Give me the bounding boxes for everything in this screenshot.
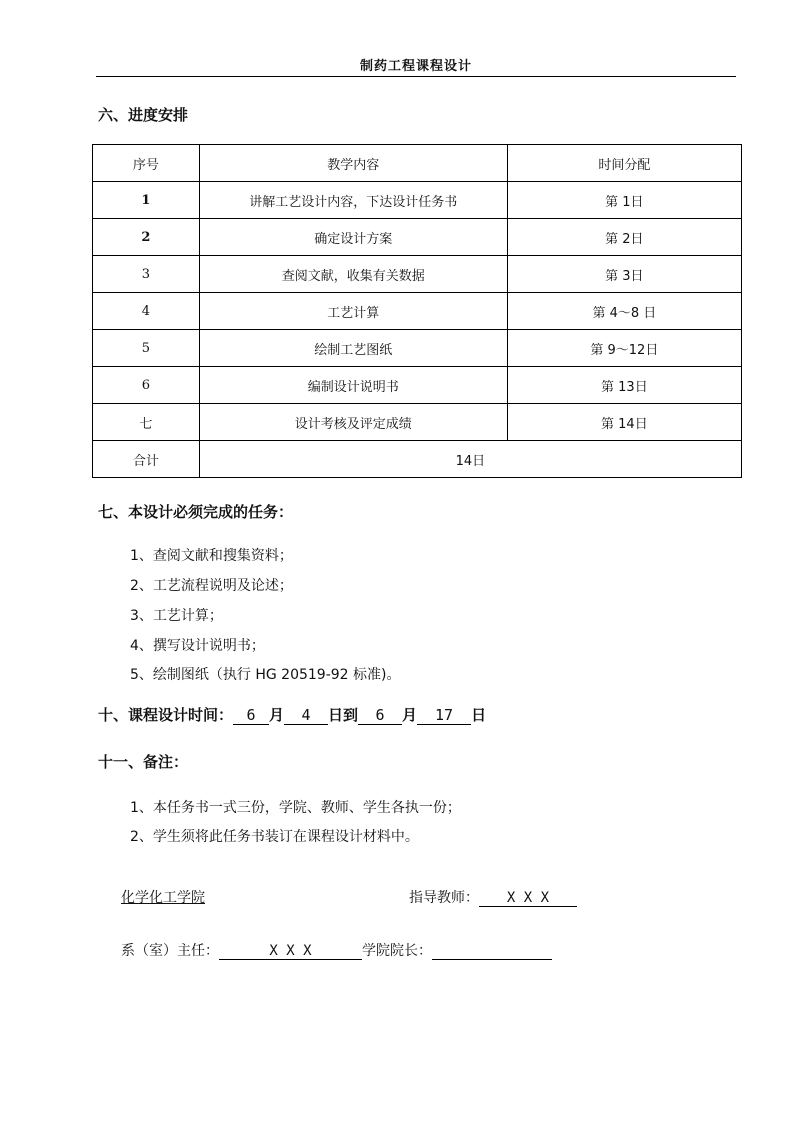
row-time: 第 14日: [507, 404, 741, 441]
table-row: [93, 330, 742, 367]
table-row: [93, 219, 742, 256]
day-unit: 日: [471, 706, 487, 724]
list-item: 3、工艺计算；: [130, 608, 223, 624]
advisor-line: [409, 887, 577, 907]
day-to: 日到: [328, 706, 359, 724]
row-index: 1: [93, 182, 200, 219]
dept-field: X X X: [219, 943, 362, 960]
list-item: 2、学生须将此任务书装订在课程设计材料中。: [130, 829, 419, 845]
advisor-label: 指导教师：: [409, 890, 479, 906]
month-unit: 月: [402, 706, 418, 724]
row-index: 6: [93, 367, 200, 404]
table-total-row: [93, 441, 742, 478]
schedule-heading: 六、进度安排: [98, 106, 189, 124]
list-item: 1、查阅文献和搜集资料；: [130, 548, 293, 564]
row-content: 编制设计说明书: [199, 367, 507, 404]
row-time: 第 2日: [507, 219, 741, 256]
row-time: 第 4～8 日: [507, 293, 741, 330]
list-item: 1、本任务书一式三份，学院、教师、学生各执一份；: [130, 800, 461, 816]
list-item: 2、工艺流程说明及论述；: [130, 578, 293, 594]
row-index: 七: [93, 404, 200, 441]
start-day-field: 4: [284, 706, 328, 725]
notes-heading: 十一、备注：: [98, 753, 189, 771]
row-index: 4: [93, 293, 200, 330]
column-header: 序号: [93, 145, 200, 182]
school-name: 化学化工学院: [121, 890, 205, 906]
total-value: 14日: [199, 441, 741, 478]
column-header: 教学内容: [199, 145, 507, 182]
schedule-table: [92, 144, 742, 478]
table-row: [93, 256, 742, 293]
row-index: 3: [93, 256, 200, 293]
row-index: 5: [93, 330, 200, 367]
header-title: 制药工程课程设计: [359, 59, 472, 74]
tasks-heading: 七、本设计必须完成的任务：: [98, 503, 294, 521]
column-header: 时间分配: [507, 145, 741, 182]
table-row: [93, 182, 742, 219]
row-content: 设计考核及评定成绩: [199, 404, 507, 441]
end-month-field: 6: [358, 706, 402, 725]
advisor-field: X X X: [479, 890, 577, 907]
table-row: [93, 367, 742, 404]
row-time: 第 13日: [507, 367, 741, 404]
table-row: [93, 404, 742, 441]
row-content: 讲解工艺设计内容，下达设计任务书: [199, 182, 507, 219]
row-index: 2: [93, 219, 200, 256]
row-time: 第 9～12日: [507, 330, 741, 367]
row-content: 工艺计算: [199, 293, 507, 330]
header-rule: [96, 76, 736, 77]
dean-label: 学院院长：: [362, 943, 432, 959]
table-row: [93, 293, 742, 330]
row-content: 确定设计方案: [199, 219, 507, 256]
dept-label: 系（室）主任：: [121, 943, 219, 959]
row-content: 绘制工艺图纸: [199, 330, 507, 367]
design-time-label: 十、课程设计时间：: [98, 706, 234, 724]
list-item: 4、撰写设计说明书；: [130, 638, 265, 654]
row-time: 第 1日: [507, 182, 741, 219]
dean-field: [432, 942, 552, 960]
list-item: 5、绘制图纸（执行 HG 20519-92 标准)。: [130, 667, 401, 683]
row-content: 查阅文献，收集有关数据: [199, 256, 507, 293]
design-time-line: [98, 704, 486, 725]
start-month-field: 6: [233, 706, 269, 725]
month-unit: 月: [269, 706, 285, 724]
end-day-field: 17: [417, 706, 471, 725]
table-header-row: [93, 145, 742, 182]
dept-line: [121, 940, 552, 960]
total-label: 合计: [93, 441, 200, 478]
row-time: 第 3日: [507, 256, 741, 293]
